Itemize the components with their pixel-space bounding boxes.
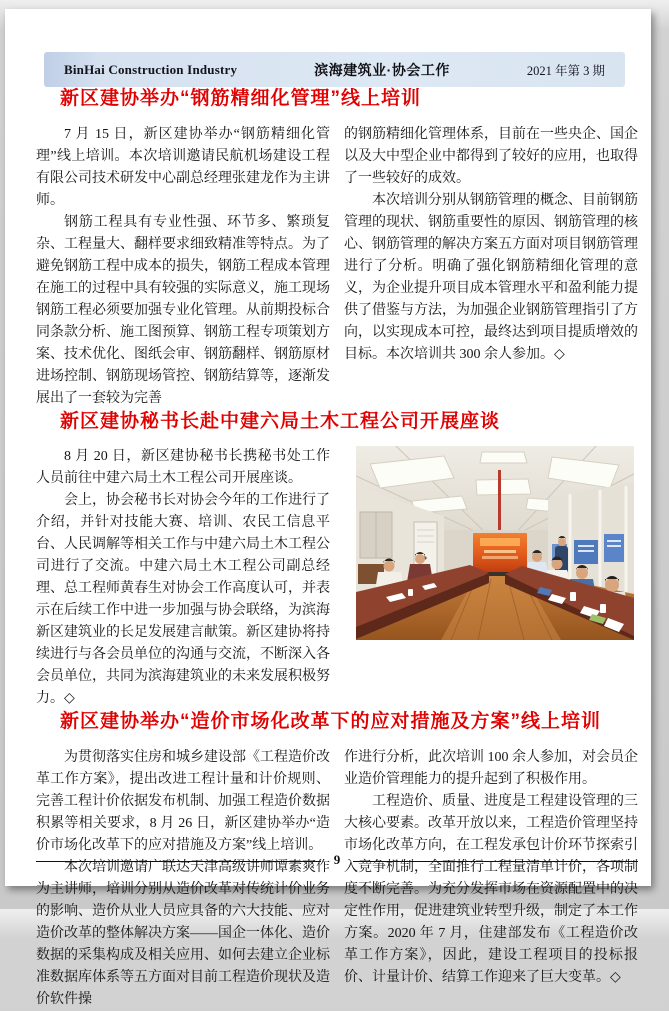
journal-title-english: BinHai Construction Industry (64, 61, 238, 77)
article-2-left-column (36, 446, 330, 710)
page-number: 9 (333, 852, 341, 867)
paragraph: 会上，协会秘书长对协会今年的工作进行了介绍，并针对技能大赛、培训、农民工信息平台、人民调解等相关工作与中建六局土木工程公司进行了交流。中建六局土木工程公司副总经理、总工程师黄春生对协会工作高度认可，并表示在后续工作中进一步加强与协会联络，为滨海新区建筑业的长足发展建言献策。新区建协将持续进行与各会员单位的沟通与交流，不断深入各会员单位，共同为滨海建筑业的未来发展积极努力。◇ (36, 493, 330, 706)
paragraph: 为贯彻落实住房和城乡建设部《工程造价改革工作方案》，提出改进工程计量和计价规则、完善工程计价依据发布机制、加强工程造价数据积累等相关要求，8 月 26 日，新区建协举办“造价市场化改革下的应对措施及方案”线上培训。 (36, 750, 330, 853)
journal-header-bar (44, 52, 625, 87)
paragraph: 本次培训邀请广联达天津高级讲师谭素爽作为主讲师，培训分别从造价改革对传统计价业务的影响、造价从业人员应具备的六大技能、应对造价改革的整体解决方案——国企一体化、造价数据的采集构成及相关应用、如何去建立企业标准数据库体系等五方面对目前工程造价现状及造价软件操 (36, 860, 330, 1007)
article-3-left-column (36, 747, 330, 1011)
paragraph: 作进行分析，此次培训 100 余人参加，对会员企业造价管理能力的提升起到了积极作用。 (344, 750, 638, 787)
paragraph: 钢筋工程具有专业性强、环节多、繁琐复杂、工程量大、翻样要求细致精准等特点。为了避免钢筋工程中成本的损失，钢筋工程成本管理在施工的过程中具有较强的实际意义，施工现场钢筋工程必须要加强专业化管理。从前期投标合同条款分析、施工图预算、钢筋工程专项策划方案、技术优化、图纸会审、钢筋翻样、钢筋原材进场控制、钢筋现场管控、钢筋结算等，逐渐发展出了一套较为完善 (36, 215, 330, 406)
page-content (36, 87, 638, 1011)
paragraph: 的钢筋精细化管理体系，目前在一些央企、国企以及大中型企业中都得到了较好的应用，也取得了一些较好的成效。 (344, 127, 638, 186)
article-1-left-column (36, 124, 330, 410)
article-3-title: 新区建协举办“造价市场化改革下的应对措施及方案”线上培训 (60, 711, 602, 732)
article-2-body (36, 446, 638, 710)
paragraph: 7 月 15 日，新区建协举办“钢筋精细化管理”线上培训。本次培训邀请民航机场建设工程有限公司技术研发中心副总经理张建龙作为主讲师。 (36, 127, 330, 208)
article-2-title: 新区建协秘书长赴中建六局土木工程公司开展座谈 (60, 411, 501, 432)
document-page (5, 9, 651, 1007)
paragraph: 工程造价、质量、进度是工程建设管理的三大核心要素。改革开放以来，工程造价管理坚持市场化改革方向，在工程发承包计价环节探索引入竞争机制，全面推行工程量清单计价，各项制度不断完善。为充分发挥市场在资源配置中的决定性作用，促进建筑业转型升级，制定了本工作方案。2020 年 7 月，住建部发布《工程造价改革工作方案》，因此，建设工程项目的投标报价、计量计价、结算工作迎来了巨大变革。◇ (344, 794, 638, 985)
paragraph: 本次培训分别从钢筋管理的概念、目前钢筋管理的现状、钢筋重要性的原因、钢筋管理的核心、钢筋管理的解决方案五方面对项目钢筋管理进行了分析。明确了强化钢筋精细化管理的意义，为企业提升项目成本管理水平和盈利能力提供了借鉴与方法，为加强企业钢筋管理指引了方向，以实现成本可控，最终达到项目提质增效的目标。本次培训共 300 余人参加。◇ (344, 193, 638, 362)
article-1-title: 新区建协举办“钢筋精细化管理”线上培训 (60, 88, 422, 109)
footer-rule-left (36, 861, 321, 862)
article-3-right-column (344, 747, 638, 1011)
article-1-right-column (344, 124, 638, 410)
article-3-body (36, 747, 638, 1011)
article-1-body (36, 124, 638, 410)
issue-label: 2021 年第 3 期 (526, 63, 605, 78)
meeting-room-photo-graphic (356, 446, 634, 640)
meeting-room-photo (356, 446, 634, 640)
page-footer (36, 853, 638, 869)
journal-title-chinese: 滨海建筑业·协会工作 (314, 61, 450, 78)
footer-rule-right (353, 861, 638, 862)
paragraph: 8 月 20 日，新区建协秘书长携秘书处工作人员前往中建六局土木工程公司开展座谈。 (36, 449, 330, 486)
